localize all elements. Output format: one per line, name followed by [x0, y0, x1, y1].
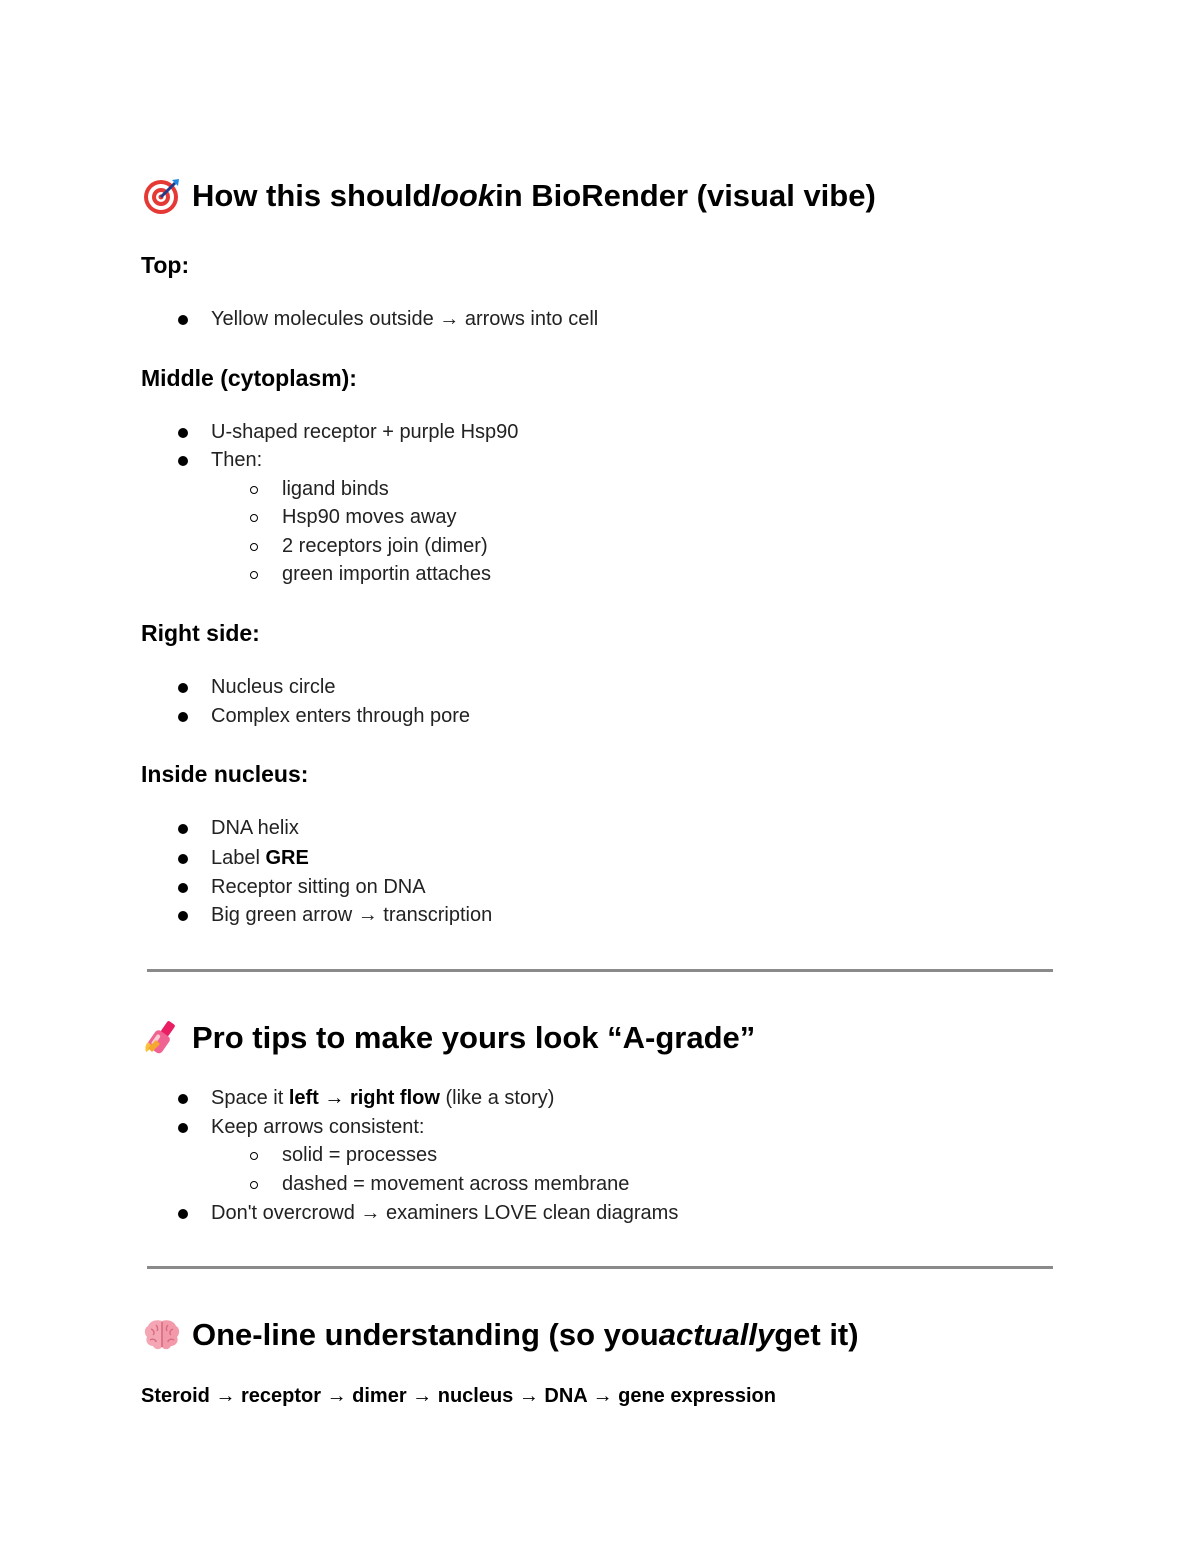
section-title-one-line: One-line understanding (so you actually get it) — [142, 1315, 859, 1355]
list-item: Don't overcrowd → examiners LOVE clean diagrams — [211, 1202, 679, 1224]
list-item: Then: — [211, 449, 263, 471]
brain-icon — [142, 1315, 182, 1355]
bullet — [178, 683, 188, 693]
list-item: Keep arrows consistent: — [211, 1116, 425, 1138]
summary-line: Steroid → receptor → dimer → nucleus → DNA → gene expression — [141, 1385, 776, 1407]
sub-list-item: Hsp90 moves away — [282, 506, 457, 528]
sub-list-item: green importin attaches — [282, 563, 492, 585]
nail-polish-icon — [142, 1018, 182, 1058]
section-title-pro-tips: Pro tips to make yours look “A-grade” — [142, 1018, 755, 1058]
list-item: Receptor sitting on DNA — [211, 876, 426, 898]
list-item: Big green arrow → transcription — [211, 904, 493, 926]
bullet — [178, 456, 188, 466]
list-item: U-shaped receptor + purple Hsp90 — [211, 421, 519, 443]
sub-bullet — [250, 514, 258, 522]
sub-list-item: 2 receptors join (dimer) — [282, 535, 488, 557]
sub-bullet — [250, 543, 258, 551]
sub-bullet — [250, 486, 258, 494]
list-item: Nucleus circle — [211, 676, 336, 698]
list-item: Space it left → right flow (like a story) — [211, 1087, 555, 1109]
horizontal-divider — [147, 1266, 1053, 1269]
bullet — [178, 911, 188, 921]
sub-list-item: solid = processes — [282, 1144, 438, 1166]
bullet — [178, 1209, 188, 1219]
sub-list-item: ligand binds — [282, 478, 389, 500]
bullet — [178, 428, 188, 438]
sub-bullet — [250, 1181, 258, 1189]
bullet — [178, 315, 188, 325]
target-icon — [142, 176, 182, 216]
bullet — [178, 883, 188, 893]
bullet — [178, 824, 188, 834]
horizontal-divider — [147, 969, 1053, 972]
list-item: Label GRE — [211, 847, 309, 869]
heading-right-side: Right side: — [141, 620, 260, 646]
bullet — [178, 854, 188, 864]
sub-bullet — [250, 1152, 258, 1160]
sub-bullet — [250, 571, 258, 579]
bullet — [178, 1094, 188, 1104]
list-item: Yellow molecules outside → arrows into cell — [211, 308, 599, 330]
bullet — [178, 712, 188, 722]
list-item: Complex enters through pore — [211, 705, 471, 727]
heading-middle: Middle (cytoplasm): — [141, 365, 357, 391]
sub-list-item: dashed = movement across membrane — [282, 1173, 630, 1195]
bullet — [178, 1123, 188, 1133]
heading-top: Top: — [141, 252, 190, 278]
heading-inside-nucleus: Inside nucleus: — [141, 761, 309, 787]
list-item: DNA helix — [211, 817, 299, 839]
section-title-visual-vibe: How this should look in BioRender (visual vibe) — [142, 176, 876, 216]
